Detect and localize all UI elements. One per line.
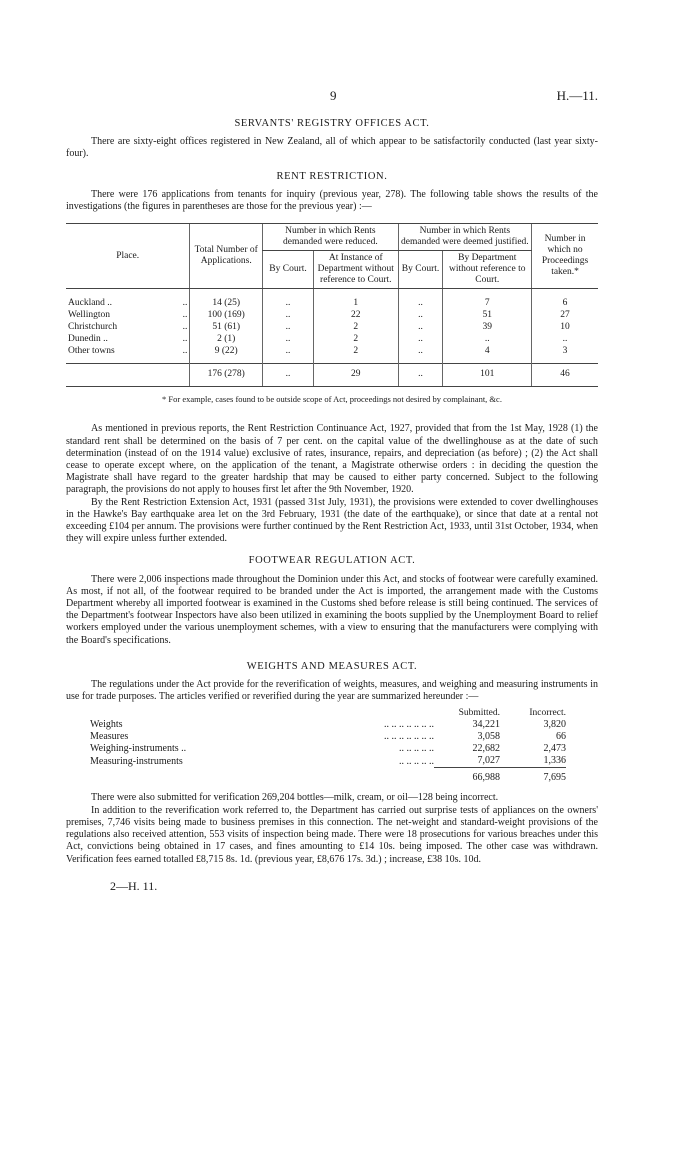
page-number: 9: [330, 88, 337, 103]
row-dots: ..: [182, 345, 188, 356]
rent-intro: There were 176 applications from tenants for inquiry (previous year, 278). The following table shows the results of the investigations (the figures in parentheses are those for the previous year) :—: [66, 188, 598, 213]
table-row: [90, 743, 566, 755]
row-dots: ..: [182, 321, 188, 332]
rent-paragraph-2: By the Rent Restriction Extension Act, 1931 (passed 31st July, 1931), the provisions were extended to cover dwellinghouses in the Hawke's Bay earthquake area let on the 3rd February, 1931 (the date of the earthquake), or since that date at a rental not exceeding £104 per annum. The provisions were further continued by the Rent Restriction Act, 1933, until 31st October, 1934, when they will expire unless further extended.: [66, 496, 598, 545]
document-code: H.—11.: [556, 88, 598, 103]
total-red-dept: 29: [313, 364, 398, 387]
row-red-court: ..: [263, 321, 314, 333]
rent-table: [66, 223, 598, 387]
total-jus-dept: 101: [443, 364, 532, 387]
row-label: Measuring-instruments: [90, 755, 183, 767]
row-red-dept: 2: [313, 345, 398, 364]
row-place: Christchurch: [68, 321, 118, 332]
col-justified-court: By Court.: [398, 251, 443, 289]
row-red-dept: 1: [313, 289, 398, 310]
row-none: 10: [532, 321, 598, 333]
table-row: [66, 333, 598, 345]
servants-text: There are sixty-eight offices registered in New Zealand, all of which appear to be satisfactorily conducted (last year sixty-four).: [66, 136, 598, 160]
footwear-text: There were 2,006 inspections made throughout the Dominion under this Act, and stocks of footwear were carefully examined. As most, if not all, of the footwear required to be branded under the Act is imported, the arrangement made with the Customs Department whereby all imported footwear is examined in the Customs shed before release is still being continued. The services of the Department's footwear Inspectors have also been utilized in examining the boots supplied by the Unemployment Board to relief workers employed under the various unemployment schemes, with a view to ensuring that the manufacturers were complying with the Board's specifications.: [66, 573, 598, 646]
rent-paragraph-1: As mentioned in previous reports, the Rent Restriction Continuance Act, 1927, provided that from the 1st May, 1928 (1) the standard rent shall be determined on the basis of 7 per cent. on the capital value of the dwellinghouse as at the date of such determination (instead of on the 1914 value) exclusive of rates, insurance, repairs, and depreciation (as before) ; (2) the Act shall cease to operate except where, on the application of the tenant, a Magistrate otherwise orders : in deciding the question the Magistrate shall have regard to the greater hardship that may be caused to either party concerned. Subject to the following paragraph, the provisions do not apply to houses first let after the 9th November, 1920.: [66, 423, 598, 496]
row-label: Weighing-instruments ..: [90, 743, 187, 755]
row-leader: .. .. .. .. .. .. ..: [384, 719, 434, 731]
table-row: [66, 289, 598, 310]
table-row: [90, 755, 566, 768]
col-justified: Number in which Rents demanded were deemed justified.: [398, 224, 531, 251]
total-red-court: ..: [263, 364, 314, 387]
table-row: [90, 719, 566, 731]
weights-paragraph-1: There were also submitted for verification 269,204 bottles—milk, cream, or oil—128 being incorrect.: [91, 792, 499, 804]
row-jus-dept: 39: [443, 321, 532, 333]
total-jus-court: ..: [398, 364, 443, 387]
row-dots: ..: [182, 297, 188, 308]
total-incorrect: 7,695: [500, 768, 566, 785]
row-incorrect: 2,473: [543, 743, 566, 755]
row-submitted: 34,221: [472, 719, 500, 731]
row-total: 2 (1): [190, 333, 263, 345]
row-place: Wellington: [68, 309, 110, 320]
row-total: 51 (61): [190, 321, 263, 333]
row-total: 14 (25): [190, 289, 263, 310]
page-header: [66, 90, 598, 106]
table-total-row: [90, 768, 566, 785]
row-dots: ..: [182, 309, 188, 320]
total-applications: 176 (278): [190, 364, 263, 387]
table-total-row: [66, 364, 598, 387]
table-row: [66, 345, 598, 364]
col-justified-dept: By Department without reference to Court.: [443, 251, 532, 289]
col-reduced-court: By Court.: [263, 251, 314, 289]
col-reduced-dept: At Instance of Department without reference to Court.: [313, 251, 398, 289]
row-jus-court: ..: [398, 309, 443, 321]
col-incorrect: Incorrect.: [529, 708, 566, 719]
servants-title: SERVANTS' REGISTRY OFFICES ACT.: [234, 118, 430, 129]
row-incorrect: 66: [556, 731, 566, 743]
row-red-dept: 2: [313, 321, 398, 333]
row-label: Weights: [90, 719, 123, 731]
row-jus-dept: ..: [443, 333, 532, 345]
weights-paragraph-2: In addition to the reverification work referred to, the Department has carried out surprise tests of appliances on the owners' premises, 7,746 visits being made to business premises in this connection. The net-weight and standard-weight provisions of the regulations also received attention, 553 visits of inspection being made. There were 18 prosecutions for various breaches under this Act, convictions being obtained in 17 cases, and fines amounting to £14 10s. being imposed. The other case was withdrawn. Verification fees earned totalled £8,715 8s. 1d. (previous year, £8,676 17s. 3d.) ; increase, £38 10s. 10d.: [66, 804, 598, 865]
row-jus-dept: 51: [443, 309, 532, 321]
row-none: 6: [532, 289, 598, 310]
row-place: Dunedin ..: [68, 333, 108, 344]
row-dots: ..: [182, 333, 188, 344]
row-label: Measures: [90, 731, 129, 743]
signature-mark: 2—H. 11.: [110, 878, 158, 893]
document-page: [66, 90, 598, 892]
weights-table: [90, 707, 566, 784]
weights-title: WEIGHTS AND MEASURES ACT.: [246, 660, 418, 672]
row-none: ..: [532, 333, 598, 345]
total-submitted: 66,988: [434, 768, 500, 785]
weights-intro: The regulations under the Act provide for the reverification of weights, measures, and weighing and measuring instruments in use for trade purposes. The articles verified or reverified during the year are summarized hereunder :—: [66, 679, 598, 703]
row-red-dept: 2: [313, 333, 398, 345]
row-submitted: 3,058: [477, 731, 500, 743]
row-total: 100 (169): [190, 309, 263, 321]
total-none: 46: [532, 364, 598, 387]
row-leader: .. .. .. .. ..: [399, 755, 434, 767]
row-red-court: ..: [263, 333, 314, 345]
rent-title: RENT RESTRICTION.: [276, 170, 388, 182]
row-jus-dept: 7: [443, 289, 532, 310]
col-submitted: Submitted.: [458, 708, 500, 719]
row-red-dept: 22: [313, 309, 398, 321]
row-none: 3: [532, 345, 598, 364]
col-reduced: Number in which Rents demanded were reduced.: [263, 224, 398, 251]
row-leader: .. .. .. .. ..: [399, 743, 434, 755]
table-row: [66, 309, 598, 321]
table-footnote: * For example, cases found to be outside scope of Act, proceedings not desired by complainant, &c.: [162, 394, 502, 405]
col-place: Place.: [66, 224, 190, 289]
row-submitted: 7,027: [477, 755, 500, 767]
row-place: Auckland ..: [68, 297, 113, 308]
col-total: Total Number of Applications.: [190, 224, 263, 289]
row-incorrect: 1,336: [543, 755, 566, 767]
col-no-proceedings: Number in which no Proceedings taken.*: [532, 224, 598, 289]
row-submitted: 22,682: [472, 743, 500, 755]
table-row: [90, 731, 566, 743]
row-jus-court: ..: [398, 289, 443, 310]
row-jus-court: ..: [398, 321, 443, 333]
table-row: [66, 321, 598, 333]
row-leader: .. .. .. .. .. .. ..: [384, 731, 434, 743]
footwear-title: FOOTWEAR REGULATION ACT.: [248, 555, 416, 567]
row-none: 27: [532, 309, 598, 321]
row-jus-dept: 4: [443, 345, 532, 364]
row-red-court: ..: [263, 309, 314, 321]
row-jus-court: ..: [398, 333, 443, 345]
row-incorrect: 3,820: [543, 719, 566, 731]
row-red-court: ..: [263, 289, 314, 310]
row-red-court: ..: [263, 345, 314, 364]
row-total: 9 (22): [190, 345, 263, 364]
row-jus-court: ..: [398, 345, 443, 364]
row-place: Other towns: [68, 345, 115, 356]
